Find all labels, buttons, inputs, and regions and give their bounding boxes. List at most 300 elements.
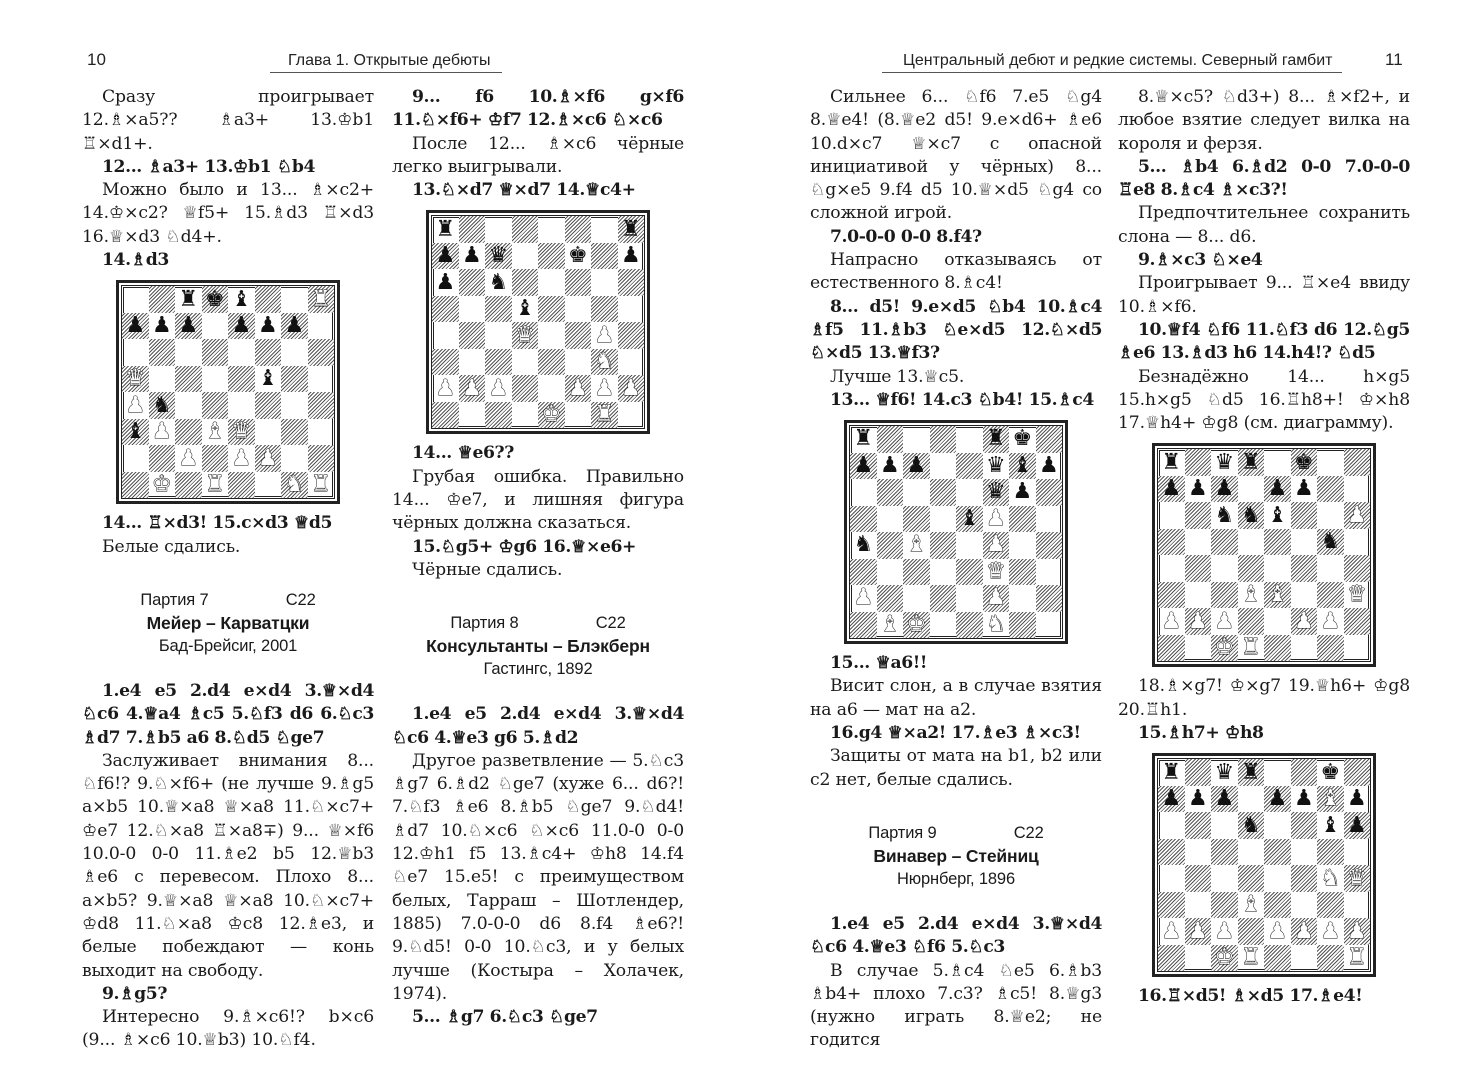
board-square: [175, 472, 202, 499]
board-square: [565, 322, 592, 349]
board-square: [1009, 612, 1036, 639]
board-square: [618, 269, 645, 296]
board-square: [1185, 918, 1212, 945]
board-square: [983, 585, 1010, 612]
black-bishop-icon: ♝: [959, 505, 980, 531]
board-square: [228, 339, 255, 366]
board-square: [1317, 555, 1344, 582]
board-square: [1009, 506, 1036, 533]
board-square: [618, 243, 645, 270]
board-square: [1185, 839, 1212, 866]
chess-diagram-2: [426, 210, 650, 434]
column-4: [1118, 86, 1410, 1009]
board-square: [432, 216, 459, 243]
paragraph: Другое разветвление — 5.♘c3 ♗g7 6.♗d2 ♘ge7 (хуже 6... d6?! 7.♘f3 ♗e6 8.♗b5 ♘ge7 9.♘d4! ♗d7 10.♘×c6 ♘×c6 11.0-0 0-0 12.♔h1 f5 13.♗c4+ ♔h8 14.f4 ♘e7 15.e5! с преимуществом белых, Тарраш – Шотлендер, 1885) 7.0-0-0 d6 8.f4 ♗e6?! 9.♘d5! 0-0 10.♘c3, и у белых лучше (Костыра – Холачек, 1974).: [392, 750, 684, 1004]
move-line: 9.♗g5?: [102, 983, 167, 1004]
black-rook-icon: ♜: [853, 426, 874, 452]
board-square: [1158, 759, 1185, 786]
black-bishop-icon: ♝: [1012, 452, 1033, 478]
board-square: [1185, 502, 1212, 529]
black-king-icon: ♚: [1293, 449, 1314, 475]
board-square: [1291, 759, 1318, 786]
left-page-number: 10: [87, 50, 106, 69]
board-square: [565, 216, 592, 243]
white-pawn-icon: ♟: [1161, 608, 1182, 634]
move-line: 14.♗d3: [102, 250, 169, 271]
move-line: 13.♘×d7 ♕×d7 14.♕c4+: [412, 180, 636, 201]
board-square: [565, 402, 592, 429]
board-square: [281, 366, 308, 393]
board-square: [1036, 532, 1063, 559]
board-square: [149, 339, 176, 366]
board-square: [1009, 426, 1036, 453]
board-square: [1211, 608, 1238, 635]
black-rook-icon: ♜: [620, 216, 641, 242]
board-square: [1211, 839, 1238, 866]
board-square: [255, 419, 282, 446]
board-square: [459, 402, 486, 429]
chess-diagram-1: [116, 280, 340, 504]
board-square: [1036, 506, 1063, 533]
board-square: [202, 313, 229, 340]
board-square: [1211, 945, 1238, 972]
board-square: [565, 269, 592, 296]
black-bishop-icon: ♝: [1267, 502, 1288, 528]
board-square: [255, 472, 282, 499]
board-square: [202, 419, 229, 446]
white-rook-icon: ♜: [204, 472, 225, 498]
board-square: [255, 339, 282, 366]
black-bishop-icon: ♝: [1320, 812, 1341, 838]
board-square: [1211, 635, 1238, 662]
board-square: [1036, 479, 1063, 506]
board-square: [459, 322, 486, 349]
board-square: [1291, 865, 1318, 892]
black-queen-icon: ♛: [985, 479, 1006, 505]
players: Мейер – Карватцки: [146, 612, 310, 633]
board-square: [149, 366, 176, 393]
board-square: [122, 313, 149, 340]
board-square: [591, 402, 618, 429]
white-pawn-icon: ♟: [1187, 918, 1208, 944]
black-pawn-icon: ♟: [151, 313, 172, 339]
board-square: [877, 426, 904, 453]
board-square: [228, 286, 255, 313]
paragraph: Висит слон, а в случае взятия на а6 — мат на а2.: [810, 676, 1102, 720]
board-square: [1238, 759, 1265, 786]
paragraph: 18.♗×g7! ♔×g7 19.♕h6+ ♔g8 20.♖h1.: [1118, 676, 1410, 720]
board-square: [903, 506, 930, 533]
board-square: [149, 313, 176, 340]
board-square: [930, 506, 957, 533]
board-square: [175, 313, 202, 340]
board-square: [591, 375, 618, 402]
board-square: [983, 559, 1010, 586]
board-square: [1185, 865, 1212, 892]
paragraph: В случае 5.♗c4 ♘e5 6.♗b3 ♗b4+ плохо 7.c3? ♗c5! 8.♕g3 (нужно играть 8.♕e2; не годится: [810, 960, 1102, 1051]
white-pawn-icon: ♟: [985, 585, 1006, 611]
white-rook-icon: ♜: [1346, 945, 1367, 971]
board-square: [1317, 476, 1344, 503]
board-square: [930, 559, 957, 586]
board-square: [1317, 759, 1344, 786]
board-square: [512, 349, 539, 376]
board-square: [149, 286, 176, 313]
board-square: [432, 349, 459, 376]
black-pawn-icon: ♟: [1012, 479, 1033, 505]
board-square: [149, 472, 176, 499]
white-pawn-icon: ♟: [461, 375, 482, 401]
board-square: [1344, 555, 1371, 582]
chess-diagram-3: [844, 420, 1068, 644]
board-square: [1185, 582, 1212, 609]
white-knight-icon: ♞: [594, 349, 615, 375]
board-square: [591, 243, 618, 270]
board-square: [1238, 635, 1265, 662]
board-square: [1344, 608, 1371, 635]
board-square: [512, 375, 539, 402]
black-pawn-icon: ♟: [1187, 476, 1208, 502]
board-square: [930, 585, 957, 612]
board-square: [1264, 918, 1291, 945]
board-square: [1344, 918, 1371, 945]
board-square: [983, 479, 1010, 506]
white-pawn-icon: ♟: [1187, 608, 1208, 634]
board-square: [255, 392, 282, 419]
white-pawn-icon: ♟: [1293, 608, 1314, 634]
board-square: [1344, 812, 1371, 839]
board-square: [1158, 945, 1185, 972]
black-queen-icon: ♛: [1214, 449, 1235, 475]
board-square: [1317, 786, 1344, 813]
paragraph: Лучше 13.♕c5.: [830, 366, 965, 387]
board-square: [983, 453, 1010, 480]
board-square: [281, 419, 308, 446]
board-square: [149, 392, 176, 419]
board-square: [1344, 839, 1371, 866]
black-king-icon: ♚: [567, 243, 588, 269]
white-king-icon: ♚: [1214, 945, 1235, 971]
paragraph: Напрасно отказываясь от естественного 8.♗c4!: [810, 250, 1102, 294]
white-pawn-icon: ♟: [257, 445, 278, 471]
black-knight-icon: ♞: [1320, 529, 1341, 555]
black-bishop-icon: ♝: [231, 286, 252, 312]
board-square: [308, 366, 335, 393]
black-pawn-icon: ♟: [1161, 476, 1182, 502]
white-bishop-icon: ♝: [879, 611, 900, 637]
board-square: [432, 243, 459, 270]
board-square: [432, 375, 459, 402]
eco-code: C22: [595, 614, 626, 633]
board-square: [1238, 839, 1265, 866]
black-pawn-icon: ♟: [879, 452, 900, 478]
board-square: [1317, 529, 1344, 556]
black-pawn-icon: ♟: [435, 243, 456, 269]
board-square: [850, 559, 877, 586]
move-line: 14... ♖×d3! 15.c×d3 ♕d5: [102, 513, 333, 534]
column-2: [392, 86, 684, 1029]
board-square: [1344, 635, 1371, 662]
board-square: [618, 349, 645, 376]
white-knight-icon: ♞: [1320, 865, 1341, 891]
board-square: [538, 269, 565, 296]
move-line: 12... ♗а3+ 13.♔b1 ♘b4: [102, 156, 315, 177]
board-square: [175, 392, 202, 419]
board-square: [485, 216, 512, 243]
board-square: [930, 612, 957, 639]
board-square: [1291, 476, 1318, 503]
board-square: [1238, 608, 1265, 635]
board-square: [1291, 786, 1318, 813]
board-square: [903, 532, 930, 559]
board-square: [877, 479, 904, 506]
board-square: [281, 445, 308, 472]
black-rook-icon: ♜: [985, 426, 1006, 452]
white-pawn-icon: ♟: [435, 375, 456, 401]
board-square: [308, 392, 335, 419]
white-king-icon: ♚: [541, 402, 562, 428]
black-knight-icon: ♞: [1240, 502, 1261, 528]
board-square: [1264, 555, 1291, 582]
board-square: [308, 419, 335, 446]
board-square: [1264, 839, 1291, 866]
board-square: [983, 612, 1010, 639]
board-square: [1317, 839, 1344, 866]
board-square: [1036, 585, 1063, 612]
white-pawn-icon: ♟: [1320, 608, 1341, 634]
board-square: [1264, 759, 1291, 786]
board-square: [618, 296, 645, 323]
white-pawn-icon: ♟: [1214, 918, 1235, 944]
board-square: [228, 472, 255, 499]
paragraph: Предпочтительнее сохранить слона — 8... d6.: [1118, 203, 1410, 247]
paragraph: Безнадёжно 14... h×g5 15.h×g5 ♘d5 16.♖h8+! ♔×h8 17.♕h4+ ♔g8 (см. диаграмму).: [1118, 366, 1410, 434]
board-square: [281, 339, 308, 366]
paragraph: Белые сдались.: [102, 536, 241, 557]
black-pawn-icon: ♟: [1293, 786, 1314, 812]
board-square: [202, 286, 229, 313]
white-pawn-icon: ♟: [853, 585, 874, 611]
board-square: [903, 559, 930, 586]
board-square: [538, 402, 565, 429]
white-pawn-icon: ♟: [231, 445, 252, 471]
board-square: [1185, 812, 1212, 839]
paragraph: Заслуживает внимания 8... ♘f6!? 9.♘×f6+ (не лучше 9.♗g5 a×b5 10.♕×a8 ♕×a8 11.♘×c7+ ♔e7 12.♘×a8 ♖×a8∓) 9... ♕×f6 10.0-0 0-0 11.♗e2 b5 12.♕b3 ♗e6 с перевесом. Плохо 8... a×b5? 9.♕×a8 ♕×a8 10.♘×c7+ ♔d8 11.♘×a8 ♔c8 12.♗e3, и белые побеждают — конь выходит на свободу.: [82, 750, 374, 981]
black-knight-icon: ♞: [488, 269, 509, 295]
board-square: [228, 392, 255, 419]
board-square: [1009, 559, 1036, 586]
board-square: [175, 339, 202, 366]
black-rook-icon: ♜: [435, 216, 456, 242]
move-line: 9... f6 10.♗×f6 g×f6 11.♘×f6+ ♔f7 12.♗×c6 ♘×c6: [392, 87, 684, 131]
left-page-title: Глава 1. Открытые дебюты: [288, 52, 491, 69]
board-square: [877, 532, 904, 559]
white-knight-icon: ♞: [284, 472, 305, 498]
board-square: [1158, 608, 1185, 635]
white-rook-icon: ♜: [1240, 635, 1261, 661]
board-square: [308, 445, 335, 472]
move-line: 1.e4 e5 2.d4 e×d4 3.♕×d4 ♘c6 4.♕a4 ♗c5 5.♘f3 d6 6.♘c3 ♗d7 7.♗b5 a6 8.♘d5 ♘ge7: [82, 680, 374, 748]
white-rook-icon: ♜: [594, 402, 615, 428]
board-square: [1291, 918, 1318, 945]
move-line: 5... ♗g7 6.♘c3 ♘ge7: [412, 1007, 598, 1028]
white-bishop-icon: ♝: [1320, 786, 1341, 812]
board-square: [1317, 582, 1344, 609]
board-square: [591, 216, 618, 243]
board-square: [983, 506, 1010, 533]
board-square: [149, 445, 176, 472]
white-bishop-icon: ♝: [204, 419, 225, 445]
black-rook-icon: ♜: [1161, 449, 1182, 475]
black-pawn-icon: ♟: [1267, 786, 1288, 812]
board-square: [459, 296, 486, 323]
board-square: [956, 585, 983, 612]
board-square: [1264, 812, 1291, 839]
board-square: [512, 402, 539, 429]
board-square: [565, 349, 592, 376]
board-square: [1264, 786, 1291, 813]
board-square: [308, 286, 335, 313]
white-pawn-icon: ♟: [125, 392, 146, 418]
board-square: [956, 532, 983, 559]
board-square: [122, 472, 149, 499]
board-square: [1211, 502, 1238, 529]
column-3: [810, 86, 1102, 1053]
white-pawn-icon: ♟: [151, 419, 172, 445]
black-king-icon: ♚: [204, 286, 225, 312]
white-queen-icon: ♛: [125, 366, 146, 392]
board-square: [1238, 786, 1265, 813]
paragraph: 8.♕×c5? ♘d3+) 8... ♗×f2+, и любое взятие следует вилка на короля и ферзя.: [1118, 87, 1410, 154]
board-square: [512, 296, 539, 323]
board-square: [1211, 892, 1238, 919]
board-square: [485, 296, 512, 323]
move-line: 1.e4 e5 2.d4 e×d4 3.♕×d4 ♘c6 4.♕e3 g6 5.♗d2: [392, 704, 684, 748]
paragraph: Чёрные сдались.: [412, 559, 563, 580]
board-square: [149, 419, 176, 446]
white-knight-icon: ♞: [985, 611, 1006, 637]
black-pawn-icon: ♟: [1267, 476, 1288, 502]
venue: Бад-Брейсиг, 2001: [158, 636, 298, 655]
board-square: [1238, 582, 1265, 609]
board-square: [175, 286, 202, 313]
black-pawn-icon: ♟: [231, 313, 252, 339]
board-square: [538, 216, 565, 243]
black-knight-icon: ♞: [1214, 502, 1235, 528]
black-knight-icon: ♞: [151, 392, 172, 418]
board-square: [1185, 449, 1212, 476]
board-square: [1264, 502, 1291, 529]
board-square: [1158, 476, 1185, 503]
board-square: [1036, 559, 1063, 586]
board-square: [1317, 945, 1344, 972]
board-square: [512, 322, 539, 349]
board-square: [175, 366, 202, 393]
board-square: [255, 366, 282, 393]
white-pawn-icon: ♟: [1161, 918, 1182, 944]
board-square: [1238, 476, 1265, 503]
board-square: [850, 532, 877, 559]
move-line: 5... ♗b4 6.♗d2 0-0 7.0-0-0 ♖e8 8.♗c4 ♗×c3?!: [1118, 156, 1410, 201]
white-pawn-icon: ♟: [1214, 608, 1235, 634]
game-number: Партия 8: [450, 614, 519, 633]
board-square: [1344, 945, 1371, 972]
right-page-number: 11: [1385, 50, 1403, 69]
black-knight-icon: ♞: [853, 532, 874, 558]
board-square: [591, 322, 618, 349]
board-square: [228, 313, 255, 340]
paragraph: Проигрывает 9... ♖×e4 ввиду 10.♗×f6.: [1118, 273, 1410, 317]
white-pawn-icon: ♟: [985, 532, 1006, 558]
board-square: [228, 445, 255, 472]
board-square: [850, 479, 877, 506]
board-square: [1238, 812, 1265, 839]
black-pawn-icon: ♟: [1214, 786, 1235, 812]
board-square: [618, 322, 645, 349]
board-square: [1158, 555, 1185, 582]
board-square: [485, 402, 512, 429]
board-square: [1291, 529, 1318, 556]
board-square: [877, 453, 904, 480]
board-square: [1185, 529, 1212, 556]
game-heading-8: [392, 612, 684, 681]
board-square: [459, 375, 486, 402]
move-line: 15.♗h7+ ♔h8: [1138, 723, 1264, 744]
game-number: Партия 9: [868, 823, 937, 842]
white-pawn-icon: ♟: [178, 445, 199, 471]
board-square: [591, 269, 618, 296]
white-pawn-icon: ♟: [488, 375, 509, 401]
board-square: [485, 269, 512, 296]
board-square: [1211, 582, 1238, 609]
board-square: [1238, 555, 1265, 582]
board-square: [1185, 608, 1212, 635]
black-pawn-icon: ♟: [1187, 786, 1208, 812]
white-queen-icon: ♛: [1346, 865, 1367, 891]
board-square: [202, 472, 229, 499]
board-square: [512, 269, 539, 296]
board-square: [512, 243, 539, 270]
board-square: [281, 313, 308, 340]
black-rook-icon: ♜: [1161, 759, 1182, 785]
board-square: [1238, 449, 1265, 476]
board-square: [1238, 945, 1265, 972]
white-bishop-icon: ♝: [1267, 582, 1288, 608]
board-square: [956, 559, 983, 586]
board-square: [1185, 635, 1212, 662]
board-square: [1264, 945, 1291, 972]
board-square: [565, 375, 592, 402]
board-square: [308, 313, 335, 340]
board-square: [1211, 786, 1238, 813]
chess-diagram-4: [1152, 443, 1376, 667]
black-pawn-icon: ♟: [620, 243, 641, 269]
board-square: [1291, 555, 1318, 582]
white-king-icon: ♚: [906, 611, 927, 637]
venue: Гастингс, 1892: [483, 660, 593, 679]
board-square: [485, 243, 512, 270]
board-square: [1185, 786, 1212, 813]
eco-code: C22: [1013, 823, 1044, 842]
white-queen-icon: ♛: [985, 558, 1006, 584]
venue: Нюрнберг, 1896: [897, 869, 1015, 888]
board-square: [1291, 812, 1318, 839]
white-rook-icon: ♜: [310, 286, 331, 312]
board-square: [538, 243, 565, 270]
board-square: [903, 453, 930, 480]
board-square: [202, 339, 229, 366]
move-line: 16.♖×d5! ♗×d5 17.♗e4!: [1138, 986, 1363, 1007]
